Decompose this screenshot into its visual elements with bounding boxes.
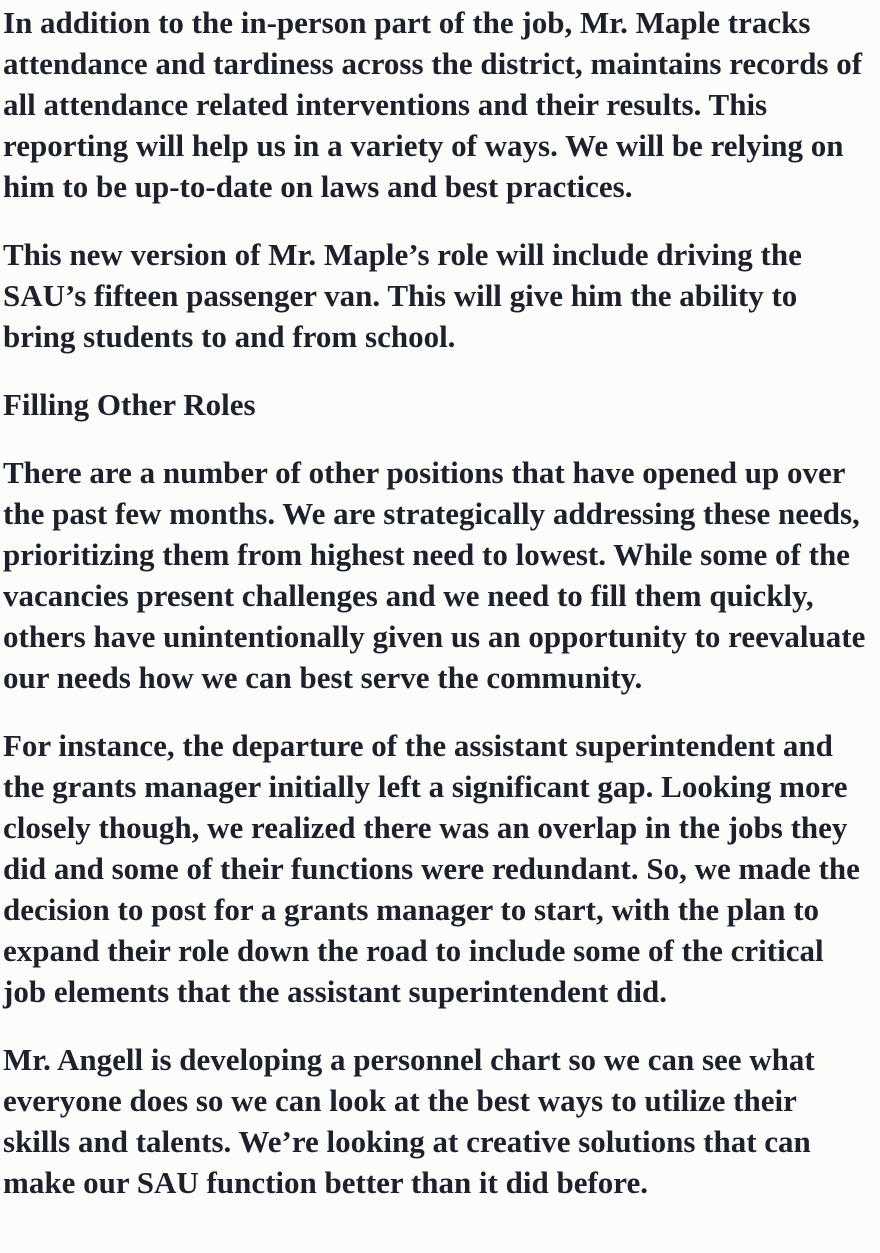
text-line: attendance and tardiness across the district, maintains records of xyxy=(3,46,863,81)
text-line: the grants manager initially left a significant gap. Looking more xyxy=(3,769,848,804)
text-line: SAU’s fifteen passenger van. This will give him the ability to xyxy=(3,278,798,313)
text-line: did and some of their functions were redundant. So, we made the xyxy=(3,851,860,886)
text-line: the past few months. We are strategically addressing these needs, xyxy=(3,496,860,531)
text-line: all attendance related interventions and their results. This xyxy=(3,87,768,122)
text-line: prioritizing them from highest need to lowest. While some of the xyxy=(3,537,850,572)
section-heading-filling-other-roles: Filling Other Roles xyxy=(3,387,256,422)
text-line: make our SAU function better than it did before. xyxy=(3,1165,648,1200)
paragraph-van-driving xyxy=(3,234,880,357)
text-line: skills and talents. We’re looking at creative solutions that can xyxy=(3,1124,811,1159)
text-line: him to be up-to-date on laws and best practices. xyxy=(3,169,633,204)
text-line: closely though, we realized there was an overlap in the jobs they xyxy=(3,810,848,845)
text-line: reporting will help us in a variety of ways. We will be relying on xyxy=(3,128,844,163)
paragraph-maple-duties xyxy=(3,2,880,207)
text-line: bring students to and from school. xyxy=(3,319,456,354)
paragraph-grants-manager xyxy=(3,725,880,1012)
text-line: everyone does so we can look at the best ways to utilize their xyxy=(3,1083,797,1118)
text-line: Mr. Angell is developing a personnel chart so we can see what xyxy=(3,1042,815,1077)
text-line: decision to post for a grants manager to start, with the plan to xyxy=(3,892,820,927)
text-line: In addition to the in-person part of the job, Mr. Maple tracks xyxy=(3,5,811,40)
text-line: our needs how we can best serve the community. xyxy=(3,660,643,695)
text-line: For instance, the departure of the assistant superintendent and xyxy=(3,728,833,763)
paragraph-personnel-chart xyxy=(3,1039,880,1203)
text-line: others have unintentionally given us an opportunity to reevaluate xyxy=(3,619,866,654)
text-line: vacancies present challenges and we need to fill them quickly, xyxy=(3,578,814,613)
paragraph-open-positions xyxy=(3,452,880,698)
text-line: There are a number of other positions that have opened up over xyxy=(3,455,846,490)
text-line: expand their role down the road to include some of the critical xyxy=(3,933,824,968)
text-line: This new version of Mr. Maple’s role will include driving the xyxy=(3,237,802,272)
text-line: job elements that the assistant superintendent did. xyxy=(3,974,667,1009)
